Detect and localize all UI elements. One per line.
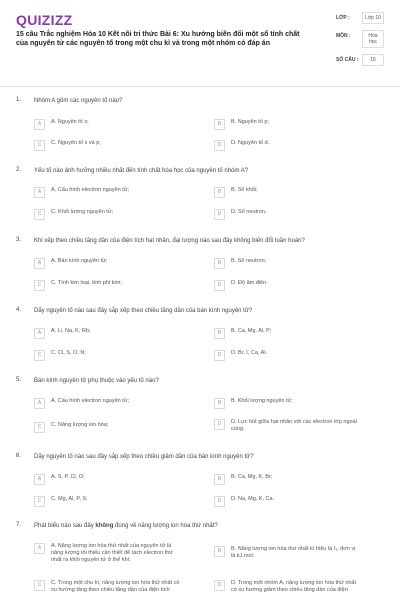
question-number: 4.: [16, 307, 22, 313]
question-text: [34, 522, 374, 530]
option-text: D. Độ âm điện.: [231, 280, 268, 286]
option-text: A. Li, Na, K, Rb;: [51, 328, 91, 334]
option-letter: B: [214, 474, 225, 485]
question-number: 2.: [16, 167, 22, 173]
question-text-post: đúng về năng lượng ion hóa thứ nhất?: [113, 523, 218, 529]
option-text: D. Lực hút giữa hạt nhân với các electron lớp ngoài cùng.: [231, 419, 357, 432]
question-number: 3.: [16, 237, 22, 243]
option-a[interactable]: [34, 543, 181, 564]
option-a[interactable]: [34, 187, 181, 198]
option-letter: C: [34, 140, 45, 151]
meta-subject-value: Hóa học: [362, 30, 384, 48]
option-c[interactable]: [34, 580, 181, 594]
option-c[interactable]: [34, 140, 181, 151]
option-letter: A: [34, 328, 45, 339]
option-text: A. Cấu hình electron nguyên tử;: [51, 187, 129, 193]
option-text: B. Năng lượng ion hóa thứ nhất kí hiệu là I₁, đơn vị là kJ.mol;: [231, 546, 356, 559]
option-text: B. Khối lượng nguyên tử;: [231, 398, 293, 404]
option-b[interactable]: [214, 546, 361, 560]
question-text: Dãy nguyên tố nào sau đây sắp xếp theo chiều giảm dần của bán kính nguyên tử?: [34, 454, 254, 460]
quizizz-logo: QUIZIZZ: [16, 12, 73, 28]
option-letter: C: [34, 350, 45, 361]
meta-subject: [336, 30, 388, 48]
question-number: 7.: [16, 522, 22, 528]
meta-subject-label: MÔN :: [336, 33, 351, 39]
option-text: C. Năng lượng ion hóa;: [51, 422, 109, 428]
option-text: B. Ca, Mg, Al, P;: [231, 328, 272, 334]
option-letter: C: [34, 280, 45, 291]
option-text: A. Năng lượng ion hóa thứ nhất của nguyên tử là năng lượng tối thiểu cần thiết để tách electron thứ nhất ra khỏi nguyên tử ở thể khí;: [51, 543, 173, 563]
option-d[interactable]: [214, 140, 361, 151]
meta-class: [336, 12, 388, 24]
option-text: C. Tính kim loại, tính phi kim;: [51, 280, 122, 286]
option-d[interactable]: [214, 580, 361, 594]
option-letter: A: [34, 474, 45, 485]
header-divider: [0, 86, 400, 87]
option-b[interactable]: [214, 474, 361, 485]
option-a[interactable]: [34, 258, 181, 269]
option-b[interactable]: [214, 258, 361, 269]
option-text: C. Mg, Al, P, S;: [51, 496, 88, 502]
option-a[interactable]: [34, 474, 181, 485]
option-text: A. Nguyên tố s;: [51, 119, 89, 125]
option-letter: D: [214, 419, 225, 430]
question-text: Nhóm A gồm các nguyên tố nào?: [34, 98, 123, 104]
worksheet-title: 15 câu Trắc nghiệm Hóa 10 Kết nối tri thức Bài 6: Xu hướng biến đổi một số tính chất của nguyên tử các nguyên tố trong một chu kì và trong một nhóm có đáp án: [16, 31, 300, 47]
option-d[interactable]: [214, 209, 361, 220]
option-b[interactable]: [214, 328, 361, 339]
option-letter: A: [34, 398, 45, 409]
option-text: A. Cấu hình electron nguyên tử;: [51, 398, 129, 404]
option-c[interactable]: [34, 496, 181, 507]
option-text: D. Nguyên tố d.: [231, 140, 270, 146]
option-b[interactable]: [214, 398, 361, 409]
option-d[interactable]: [214, 350, 361, 361]
meta-class-label: LỚP :: [336, 15, 350, 21]
option-c[interactable]: [34, 209, 181, 220]
question-number: 6.: [16, 453, 22, 459]
option-text: C. Nguyên tố s và p;: [51, 140, 101, 146]
meta-class-value: Lớp 10: [362, 12, 384, 24]
question-text: Dãy nguyên tố nào sau đây sắp xếp theo chiều tăng dần của bán kính nguyên tử?: [34, 308, 253, 314]
option-c[interactable]: [34, 422, 181, 433]
option-c[interactable]: [34, 350, 181, 361]
option-text: C. Cl, S, O, N;: [51, 350, 86, 356]
option-a[interactable]: [34, 398, 181, 409]
question-text: Bán kính nguyên tử phụ thuộc vào yếu tố nào?: [34, 378, 159, 384]
option-text: B. Nguyên tố p;: [231, 119, 269, 125]
option-letter: C: [34, 209, 45, 220]
option-text: D. Trong một nhóm A, năng lượng ion hóa thứ nhất có xu hướng giảm theo chiều tăng dần của điện: [231, 580, 357, 593]
option-letter: A: [34, 187, 45, 198]
question-number: 5.: [16, 377, 22, 383]
option-a[interactable]: [34, 119, 181, 130]
option-text: C. Trong một chu kì, năng lượng ion hóa thứ nhất có xu hướng tăng theo chiều tăng dần của điện tích: [51, 580, 180, 593]
option-text: A. S, P, Cl, O;: [51, 474, 85, 480]
option-a[interactable]: [34, 328, 181, 339]
meta-count: [336, 54, 388, 66]
option-b[interactable]: [214, 119, 361, 130]
option-letter: A: [34, 258, 45, 269]
option-letter: A: [34, 543, 45, 554]
option-text: A. Bán kính nguyên tử;: [51, 258, 108, 264]
question-text-emphasis: không: [95, 523, 114, 529]
option-letter: D: [214, 280, 225, 291]
option-d[interactable]: [214, 419, 361, 433]
option-letter: D: [214, 580, 225, 591]
option-text: D. Na, Mg, K, Ca.: [231, 496, 275, 502]
option-letter: B: [214, 328, 225, 339]
option-letter: B: [214, 546, 225, 557]
option-d[interactable]: [214, 496, 361, 507]
option-text: B. Số neutron;: [231, 258, 267, 264]
option-letter: D: [214, 350, 225, 361]
option-letter: B: [214, 258, 225, 269]
option-letter: D: [214, 496, 225, 507]
option-letter: D: [214, 209, 225, 220]
option-c[interactable]: [34, 280, 181, 291]
option-text: C. Khối lượng nguyên tử;: [51, 209, 114, 215]
option-letter: A: [34, 119, 45, 130]
worksheet-meta: [336, 12, 388, 72]
option-letter: D: [214, 140, 225, 151]
option-text: B. Số khối;: [231, 187, 258, 193]
option-text: D. Số neutron.: [231, 209, 267, 215]
option-letter: C: [34, 422, 45, 433]
question-number: 1.: [16, 97, 22, 103]
question-text: Yếu tố nào ảnh hưởng nhiều nhất đến tính chất hóa học của nguyên tố nhóm A?: [34, 168, 249, 174]
option-letter: B: [214, 119, 225, 130]
option-text: D. Br, I, Ca, Al.: [231, 350, 268, 356]
option-b[interactable]: [214, 187, 361, 198]
question-text-pre: Phát biểu nào sau đây: [34, 523, 96, 529]
option-text: B. Ca, Mg, K, Br;: [231, 474, 273, 480]
meta-count-label: SỐ CÂU :: [336, 57, 359, 63]
option-letter: C: [34, 496, 45, 507]
option-letter: B: [214, 187, 225, 198]
question-text: Khi xếp theo chiều tăng dần của điện tích hạt nhân, đại lượng nào sau đây không biến đổi tuần hoàn?: [34, 238, 305, 244]
option-letter: C: [34, 580, 45, 591]
meta-count-value: 15: [362, 54, 384, 66]
option-letter: B: [214, 398, 225, 409]
option-d[interactable]: [214, 280, 361, 291]
header: [0, 0, 400, 86]
